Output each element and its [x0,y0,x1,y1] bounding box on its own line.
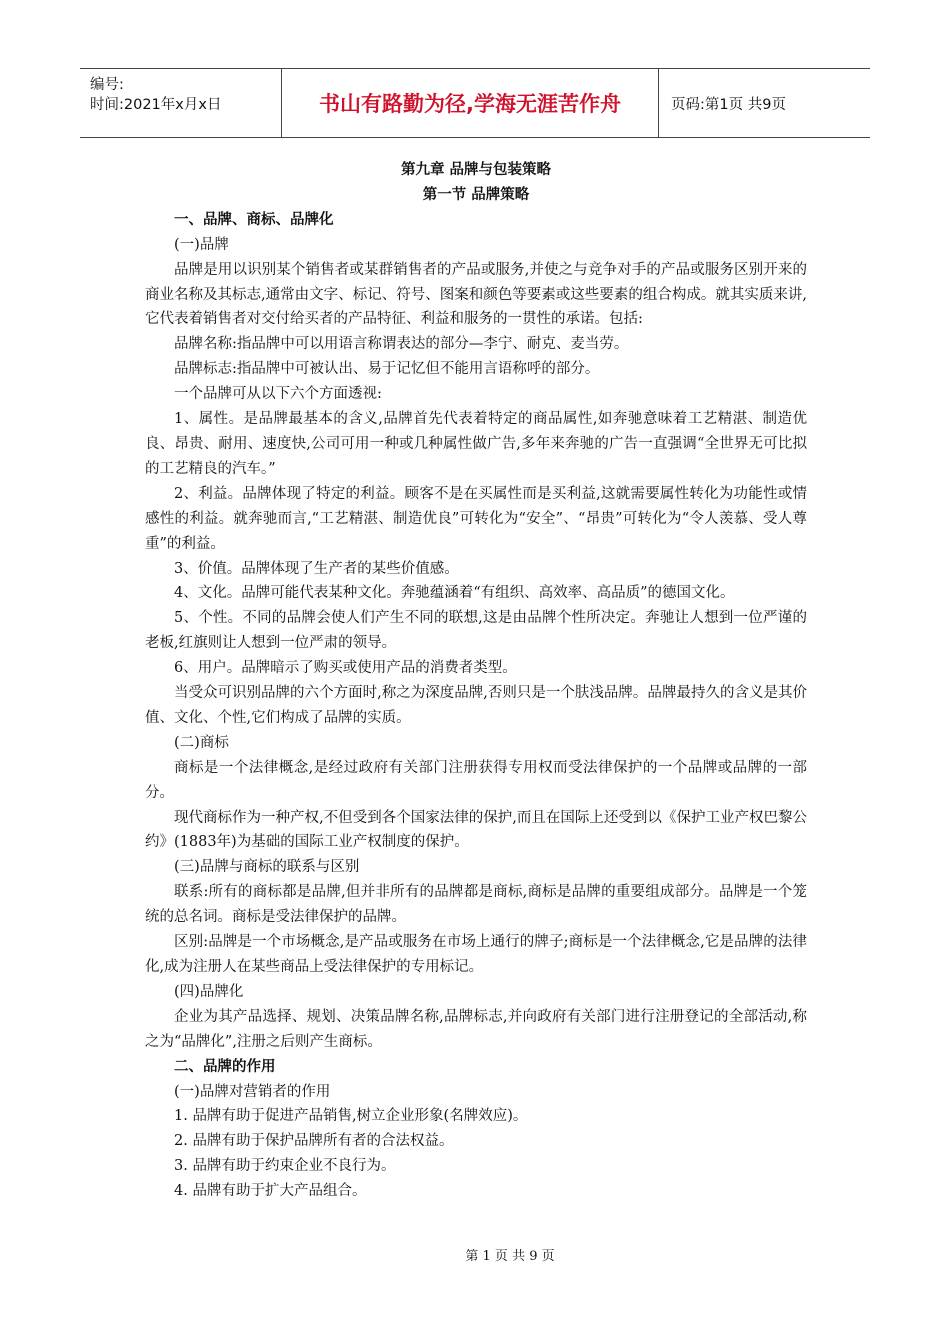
subsection-heading: (二)商标 [174,734,229,751]
subsection-heading: (一)品牌 [174,236,229,253]
paragraph: 企业为其产品选择、规划、决策品牌名称,品牌标志,并向政府有关部门进行注册登记的全部活动,称之为“品牌化”,注册之后则产生商标。 [145,1008,807,1050]
section-heading: 一、品牌、商标、品牌化 [174,211,334,228]
page-header [80,68,870,138]
code-label: 编号: [90,77,124,93]
paragraph: 6、用户。品牌暗示了购买或使用产品的消费者类型。 [174,660,517,677]
paragraph: 4、文化。品牌可能代表某种文化。奔驰蕴涵着“有组织、高效率、高品质”的德国文化。 [174,585,735,602]
list-item: 1. 品牌有助于促进产品销售,树立企业形象(名牌效应)。 [174,1108,528,1125]
paragraph: 5、个性。不同的品牌会使人们产生不同的联想,这是由品牌个性所决定。奔驰让人想到一位严谨的老板,红旗则让人想到一位严肃的领导。 [145,610,807,652]
time-label: 时间:2021年x月x日 [90,97,222,113]
list-item: 2. 品牌有助于保护品牌所有者的合法权益。 [174,1133,454,1150]
paragraph: 当受众可识别品牌的六个方面时,称之为深度品牌,否则只是一个肤浅品牌。品牌最持久的含义是其价值、文化、个性,它们构成了品牌的实质。 [145,685,807,726]
page-footer [0,1245,950,1264]
subsection-heading: (一)品牌对营销者的作用 [174,1083,331,1100]
paragraph: 品牌名称:指品牌中可以用语言称谓表达的部分—李宁、耐克、麦当劳。 [174,336,629,353]
footer-page-number: 第 1 页 共 9 页 [465,1249,555,1264]
paragraph: 2、利益。品牌体现了特定的利益。顾客不是在买属性而是买利益,这就需要属性转化为功能性或情感性的利益。就奔驰而言,“工艺精湛、制造优良”可转化为“安全”、“昂贵”可转化为“令人羡慕、受人尊重”的利益。 [145,485,807,552]
list-item: 4. 品牌有助于扩大产品组合。 [174,1183,367,1200]
paragraph: 品牌是用以识别某个销售者或某群销售者的产品或服务,并使之与竞争对手的产品或服务区别开来的商业名称及其标志,通常由文字、标记、符号、图案和颜色等要素或这些要素的组合构成。就其实质来讲,它代表着销售者对交付给买者的产品特征、利益和服务的一贯性的承诺。包括: [145,261,807,328]
header-meta [80,69,282,137]
section-title: 第一节 品牌策略 [422,186,530,203]
paragraph: 商标是一个法律概念,是经过政府有关部门注册获得专用权而受法律保护的一个品牌或品牌的一部分。 [145,759,807,801]
header-page-label: 页码:第1页 共9页 [671,96,786,113]
paragraph: 3、价值。品牌体现了生产者的某些价值感。 [174,560,459,577]
header-slogan: 书山有路勤为径,学海无涯苦作舟 [282,69,659,137]
subsection-heading: (三)品牌与商标的联系与区别 [174,859,360,876]
paragraph-list [145,208,807,1204]
paragraph: 1、属性。是品牌最基本的含义,品牌首先代表着特定的商品属性,如奔驰意味着工艺精湛、制造优良、昂贵、耐用、速度快,公司可用一种或几种属性做广告,多年来奔驰的广告一直强调“全世界无可比拟的工艺精良的汽车。” [145,411,807,477]
paragraph: 联系:所有的商标都是品牌,但并非所有的品牌都是商标,商标是品牌的重要组成部分。品牌是一个笼统的总名词。商标是受法律保护的品牌。 [145,884,807,926]
paragraph: 现代商标作为一种产权,不但受到各个国家法律的保护,而且在国际上还受到以《保护工业产权巴黎公约》(1883年)为基础的国际工业产权制度的保护。 [145,809,807,851]
chapter-title: 第九章 品牌与包装策略 [400,162,552,178]
document-body [145,158,807,1204]
subsection-heading: (四)品牌化 [174,983,244,1000]
list-item: 3. 品牌有助于约束企业不良行为。 [174,1158,396,1175]
paragraph: 一个品牌可从以下六个方面透视: [174,386,382,403]
section-heading: 二、品牌的作用 [174,1058,276,1075]
paragraph: 品牌标志:指品牌中可被认出、易于记忆但不能用言语称呼的部分。 [174,361,600,378]
paragraph: 区别:品牌是一个市场概念,是产品或服务在市场上通行的牌子;商标是一个法律概念,它是品牌的法律化,成为注册人在某些商品上受法律保护的专用标记。 [145,934,807,975]
